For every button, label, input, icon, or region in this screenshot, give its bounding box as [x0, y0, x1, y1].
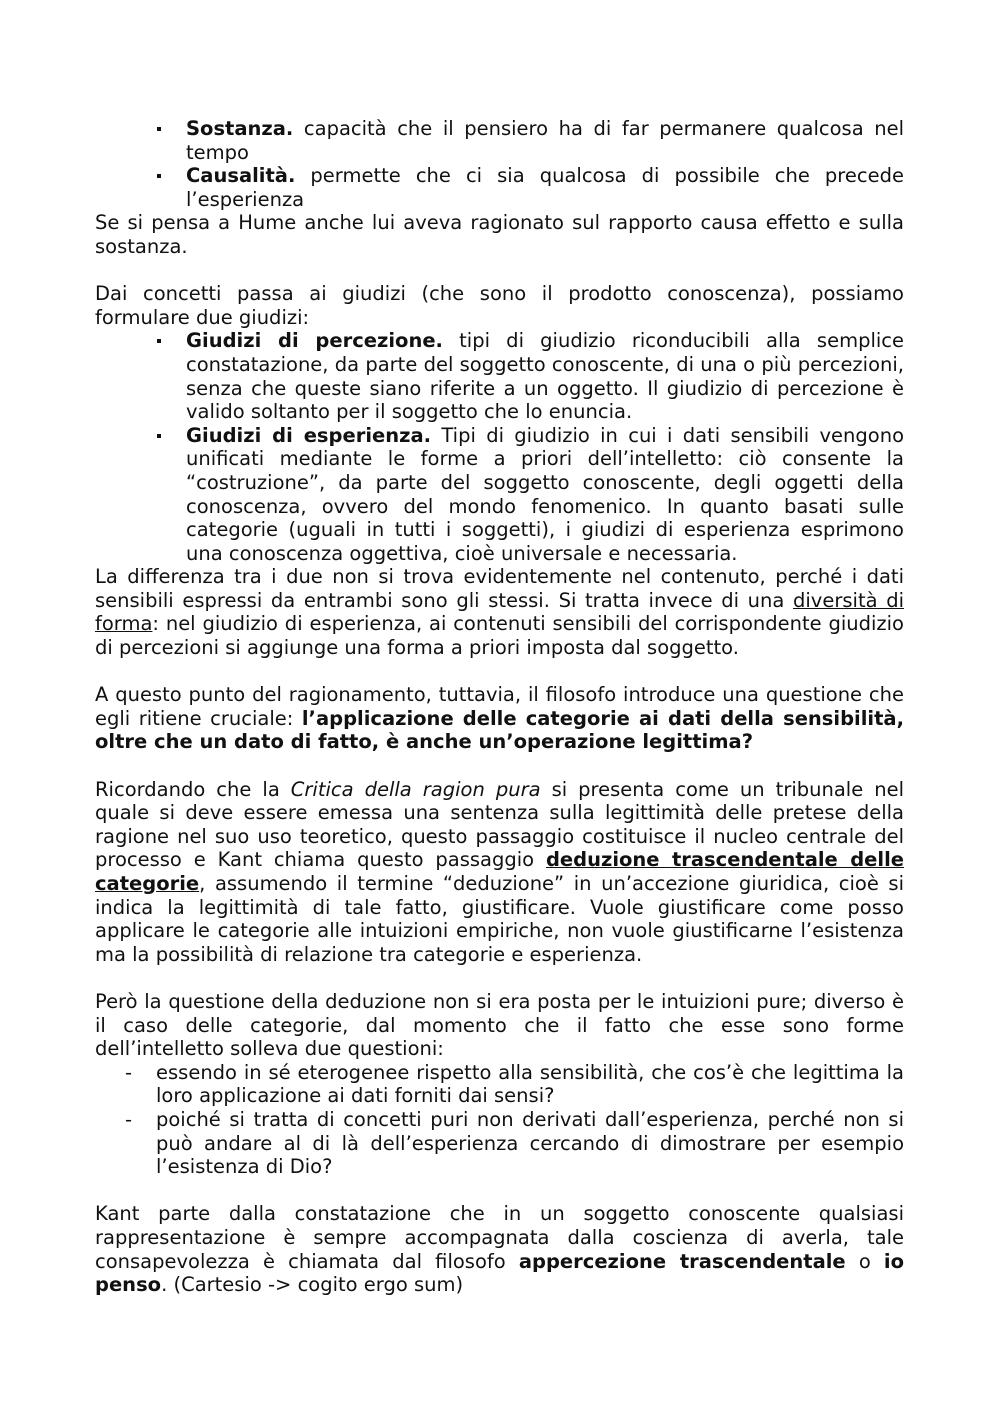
- critica-title-italic: Critica della ragion pura: [290, 777, 541, 801]
- kant-text-b: o: [845, 1249, 884, 1273]
- list-item-sostanza: [186, 117, 904, 164]
- paragraph-pero: Però la questione della deduzione non si era posta per le intuizioni pure; diverso è il caso delle categorie, dal momento che il fatto che esse sono forme dell’intelletto solleva due questioni:: [95, 989, 904, 1061]
- document-page: [95, 117, 904, 1297]
- paragraph-giudizi-intro: Dai concetti passa ai giudizi (che sono il prodotto conoscenza), possiamo formulare due giudizi:: [95, 282, 904, 329]
- questione-bold: l’applicazione delle categorie ai dati della sensibilità, oltre che un dato di fatto, è anche un’operazione legittima?: [95, 706, 904, 754]
- judgments-list: [95, 329, 904, 565]
- text-causalita: permette che ci sia qualcosa di possibile che precede l’esperienza: [186, 164, 904, 211]
- term-esperienza: Giudizi di esperienza.: [186, 423, 432, 447]
- kant-text-c: . (Cartesio -> cogito ergo sum): [161, 1273, 464, 1297]
- differenza-text-a: La differenza tra i due non si trova evidentemente nel contenuto, perché i dati sensibili espressi da entrambi sono gli stessi. Si tratta invece di una: [95, 565, 904, 612]
- critica-bold-underlined: deduzione trascendentale delle categorie: [95, 848, 905, 895]
- list-item-percezione: [186, 329, 904, 423]
- critica-text-a: Ricordando che la: [95, 777, 291, 801]
- list-item-esperienza: [186, 424, 904, 566]
- term-sostanza: Sostanza.: [186, 117, 294, 140]
- text-esperienza: Tipi di giudizio in cui i dati sensibili vengono unificati mediante le forme a priori dell’intelletto: ciò consente la “costruzione”, da parte del soggetto conoscente, degli oggetti della conoscenza, ovvero del mondo fenomenico. In quanto basati sulle categorie (uguali in tutti i soggetti), i giudizi di esperienza esprimono una conoscenza oggettiva, cioè universale e necessaria.: [186, 423, 904, 565]
- term-percezione: Giudizi di percezione.: [186, 329, 443, 353]
- paragraph-kant: [95, 1202, 904, 1296]
- paragraph-hume: Se si pensa a Hume anche lui aveva ragionato sul rapporto causa effetto e sulla sostanza.: [95, 211, 904, 258]
- kant-bold-io-penso: io penso: [95, 1249, 905, 1297]
- questions-list: [95, 1061, 904, 1179]
- questione-text: A questo punto del ragionamento, tuttavia, il filosofo introduce una questione che egli ritiene cruciale:: [95, 683, 904, 730]
- kant-text-a: Kant parte dalla constatazione che in un soggetto conoscente qualsiasi rappresentazione è sempre accompagnata dalla coscienza di averla, tale consapevolezza è chiamata dal filosofo: [95, 1202, 904, 1273]
- list-item-question-1: - essendo in sé eterogenee rispetto alla sensibilità, che cos’è che legittima la loro applicazione ai dati forniti dai sensi?: [156, 1061, 904, 1108]
- paragraph-differenza: [95, 565, 904, 659]
- differenza-text-b: : nel giudizio di esperienza, ai contenuti sensibili del corrispondente giudizio di percezioni si aggiunge una forma a priori imposta dal soggetto.: [95, 612, 904, 660]
- critica-text-b: si presenta come un tribunale nel quale si deve essere emessa una sentenza sulla legittimità delle pretese della ragione nel suo uso teoretico, questo passaggio costituisce il nucleo centrale del processo e Kant chiama questo passaggio: [95, 777, 905, 872]
- list-item-causalita: [186, 164, 904, 211]
- term-causalita: Causalità.: [186, 164, 296, 188]
- text-sostanza: capacità che il pensiero ha di far permanere qualcosa nel tempo: [186, 117, 904, 164]
- text-percezione: tipi di giudizio riconducibili alla semplice constatazione, da parte del soggetto conoscente, di una o più percezioni, senza che queste siano riferite a un oggetto. Il giudizio di percezione è valido soltanto per il soggetto che lo enuncia.: [186, 329, 905, 424]
- differenza-underlined: diversità di forma: [95, 588, 904, 636]
- categories-list: [95, 117, 904, 211]
- list-item-question-2: - poiché si tratta di concetti puri non derivati dall’esperienza, perché non si può andare al di là dell’esperienza cercando di dimostrare per esempio l’esistenza di Dio?: [156, 1108, 904, 1179]
- critica-text-c: , assumendo il termine “deduzione” in un’accezione giuridica, cioè si indica la legittimità di tale fatto, giustificare. Vuole giustificare come posso applicare le categorie alle intuizioni empiriche, non vuole giustificarne l’esistenza ma la possibilità di relazione tra categorie e esperienza.: [95, 872, 904, 966]
- paragraph-questione: [95, 683, 904, 754]
- paragraph-critica: [95, 778, 904, 967]
- kant-bold-appercezione: appercezione trascendentale: [518, 1249, 846, 1273]
